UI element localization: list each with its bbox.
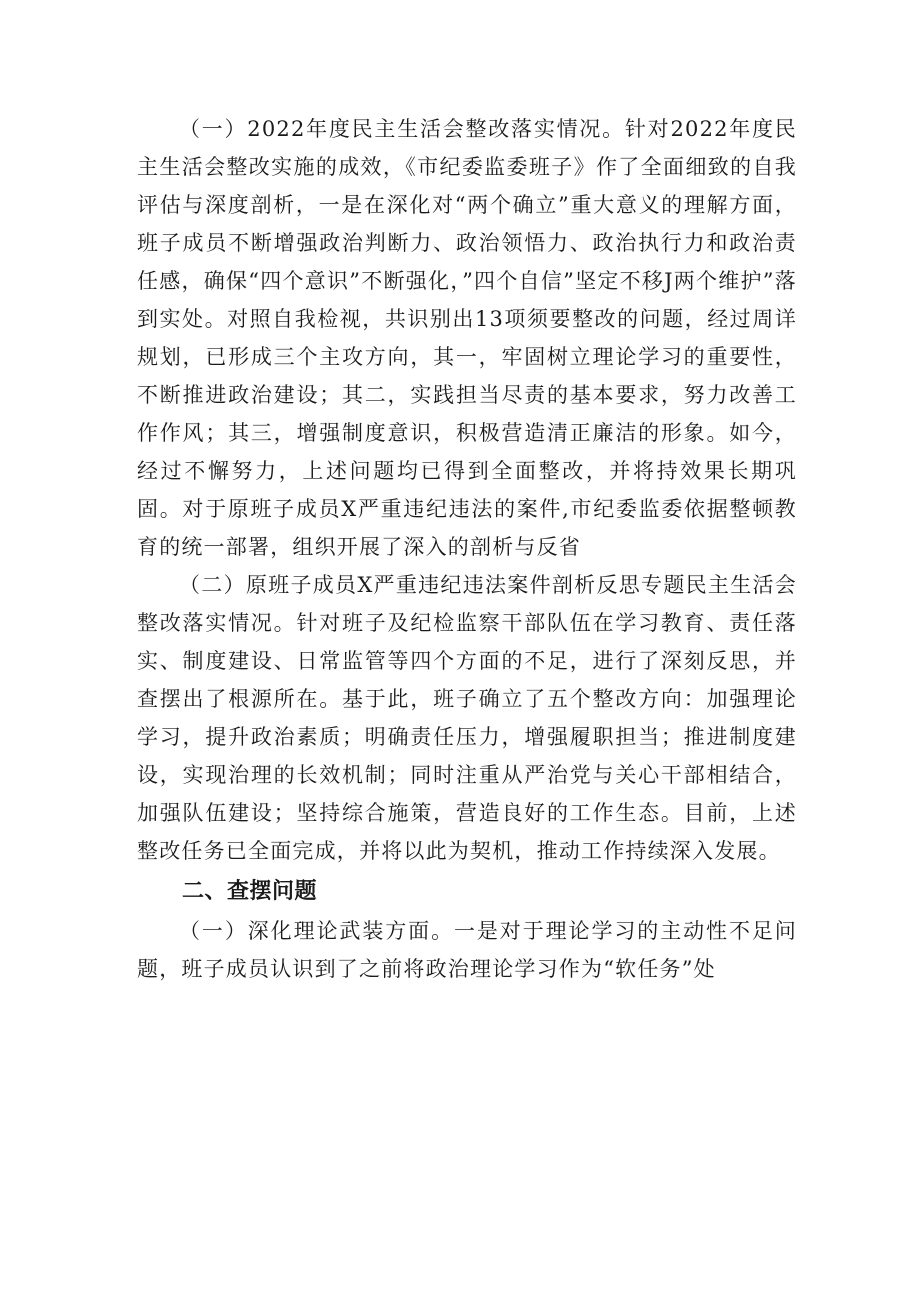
paragraph-2022-rectification: （一）2022年度民主生活会整改落实情况。针对2022年度民主生活会整改实施的成效，《市纪委监委班子》作了全面细致的自我评估与深度剖析，一是在深化对“两个确立”重大意义的理解方面，班子成员不断增强政治判断力、政治领悟力、政治执行力和政治责任感，确保“四个意识”不断强化，”四个自信”坚定不移J两个维护”落到实处。对照自我检视，共识别出13项须要整改的问题，经过周详规划，已形成三个主攻方向，其一，牢固树立理论学习的重要性，不断推进政治建设；其二，实践担当尽责的基本要求，努力改善工作作风；其三，增强制度意识，积极营造清正廉洁的形象。如今，经过不懈努力，上述问题均已得到全面整改，并将持效果长期巩固。对于原班子成员X严重违纪违法的案件,市纪委监委依据整顿教育的统一部署，组织开展了深入的剖析与反省	[137, 117, 797, 559]
paragraph-theory-armament: （一）深化理论武装方面。一是对于理论学习的主动性不足问题，班子成员认识到了之前将政治理论学习作为“软任务”处	[137, 919, 797, 981]
paragraph-case-reflection-rectification: （二）原班子成员X严重违纪违法案件剖析反思专题民主生活会整改落实情况。针对班子及纪检监察干部队伍在学习教育、责任落实、制度建设、日常监管等四个方面的不足，进行了深刻反思，并查摆出了根源所在。基于此，班子确立了五个整改方向：加强理论学习，提升政治素质；明确责任压力，增强履职担当；推进制度建设，实现治理的长效机制；同时注重从严治党与关心干部相结合，加强队伍建设；坚持综合施策，营造良好的工作生态。目前，上述整改任务已全面完成，并将以此为契机，推动工作持续深入发展。	[137, 573, 797, 863]
section-heading-find-problems: 二、查摆问题	[182, 879, 318, 904]
document-body	[137, 110, 797, 988]
